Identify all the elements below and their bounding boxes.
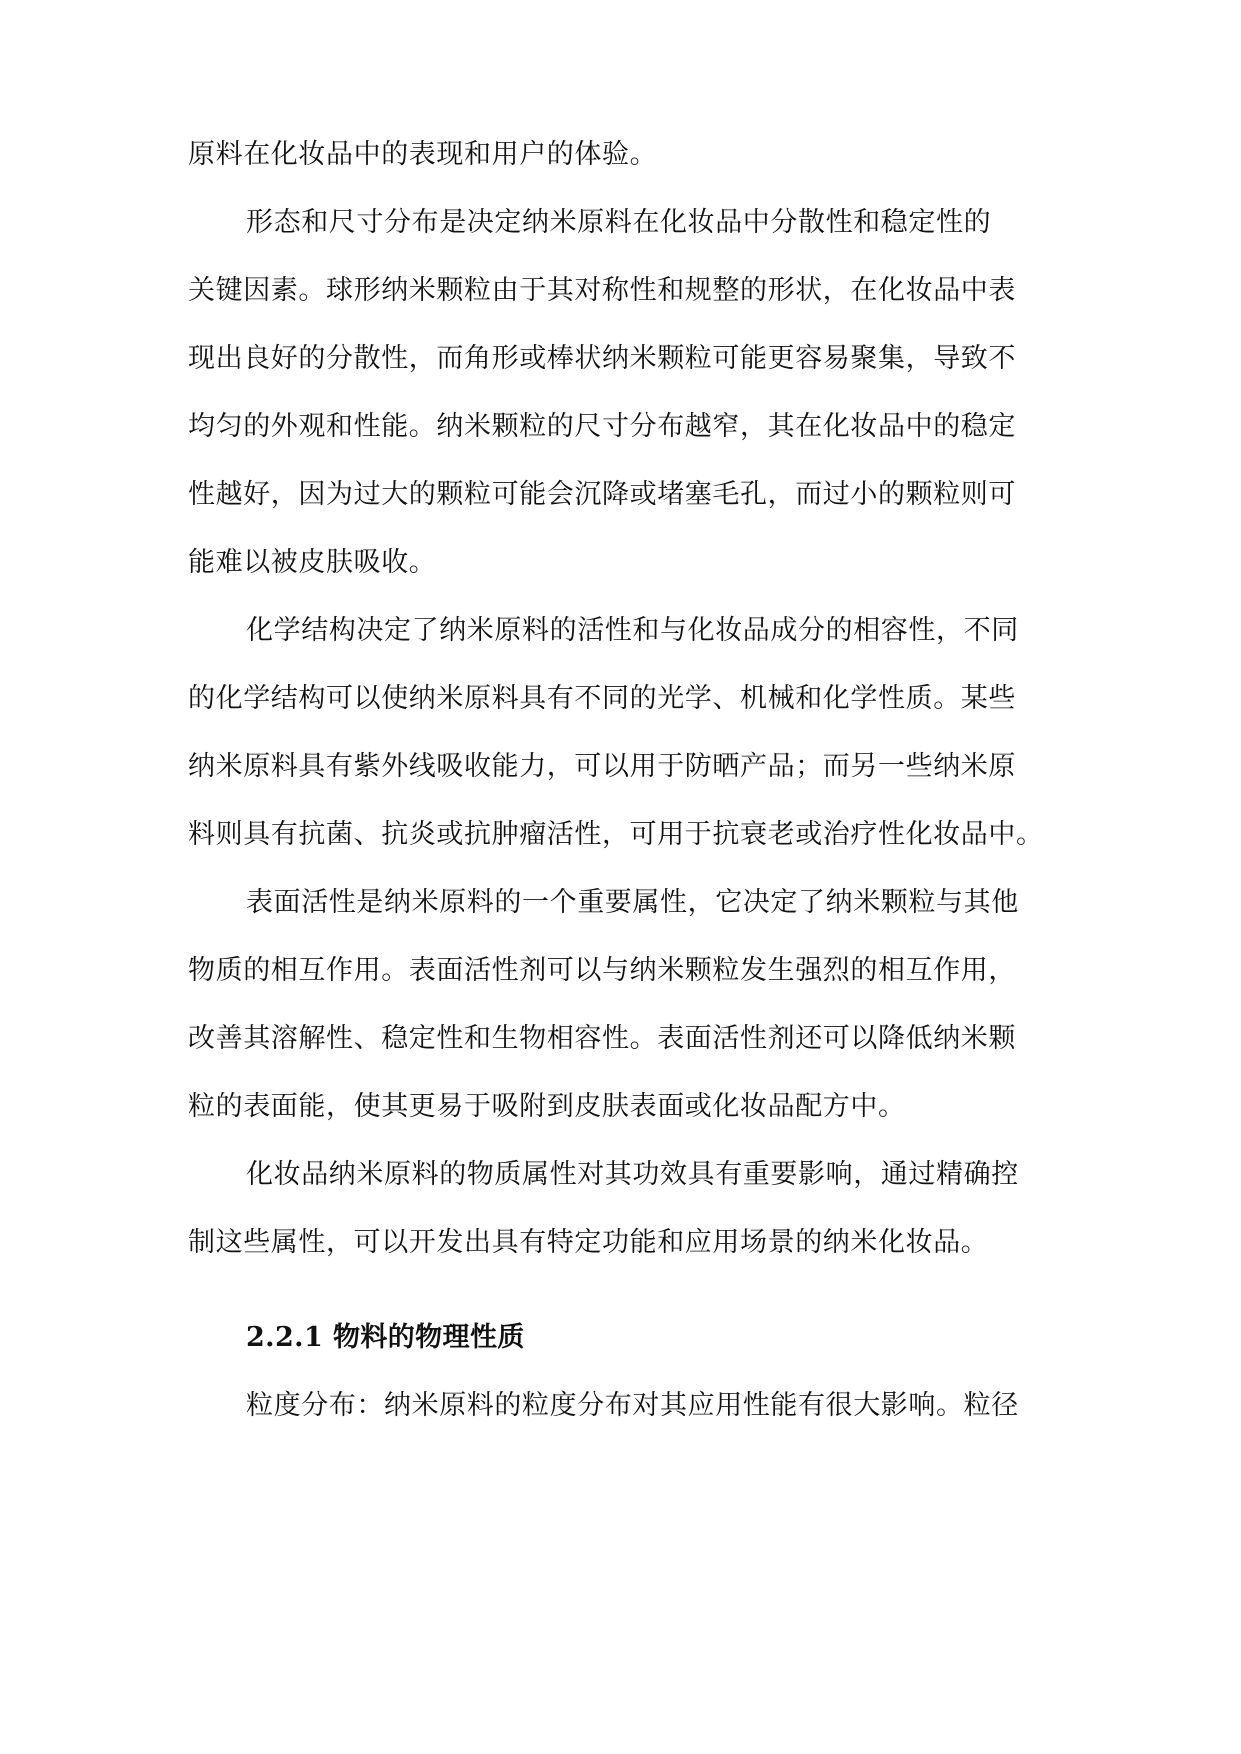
paragraph-line: 粒度分布：纳米原料的粒度分布对其应用性能有很大影响。粒径 (246, 1390, 1019, 1421)
paragraph-line: 原料在化妆品中的表现和用户的体验。 (188, 139, 658, 170)
paragraph-line: 物质的相互作用。表面活性剂可以与纳米颗粒发生强烈的相互作用， (188, 955, 1016, 986)
paragraph-line: 性越好，因为过大的颗粒可能会沉降或堵塞毛孔，而过小的颗粒则可 (188, 479, 1016, 510)
paragraph-line: 表面活性是纳米原料的一个重要属性，它决定了纳米颗粒与其他 (246, 887, 1019, 918)
paragraph-line: 制这些属性，可以开发出具有特定功能和应用场景的纳米化妆品。 (188, 1227, 989, 1258)
paragraph-line: 现出良好的分散性，而角形或棒状纳米颗粒可能更容易聚集，导致不 (188, 343, 1016, 374)
section-heading: 2.2.1 物料的物理性质 (246, 1322, 525, 1353)
paragraph-line: 均匀的外观和性能。纳米颗粒的尺寸分布越窄，其在化妆品中的稳定 (188, 411, 1016, 442)
paragraph-line: 纳米原料具有紫外线吸收能力，可以用于防晒产品；而另一些纳米原 (188, 751, 1016, 782)
paragraph-line: 的化学结构可以使纳米原料具有不同的光学、机械和化学性质。某些 (188, 683, 1016, 714)
paragraph-line: 化学结构决定了纳米原料的活性和与化妆品成分的相容性，不同 (246, 615, 1019, 646)
paragraph-line: 化妆品纳米原料的物质属性对其功效具有重要影响，通过精确控 (246, 1159, 1019, 1190)
paragraph-line: 关键因素。球形纳米颗粒由于其对称性和规整的形状，在化妆品中表 (188, 275, 1016, 306)
paragraph-line: 改善其溶解性、稳定性和生物相容性。表面活性剂还可以降低纳米颗 (188, 1023, 1016, 1054)
paragraph-line: 能难以被皮肤吸收。 (188, 547, 437, 578)
paragraph-line: 粒的表面能，使其更易于吸附到皮肤表面或化妆品配方中。 (188, 1091, 906, 1122)
paragraph-line: 料则具有抗菌、抗炎或抗肿瘤活性，可用于抗衰老或治疗性化妆品中。 (188, 819, 1044, 850)
paragraph-line: 形态和尺寸分布是决定纳米原料在化妆品中分散性和稳定性的 (246, 207, 992, 238)
